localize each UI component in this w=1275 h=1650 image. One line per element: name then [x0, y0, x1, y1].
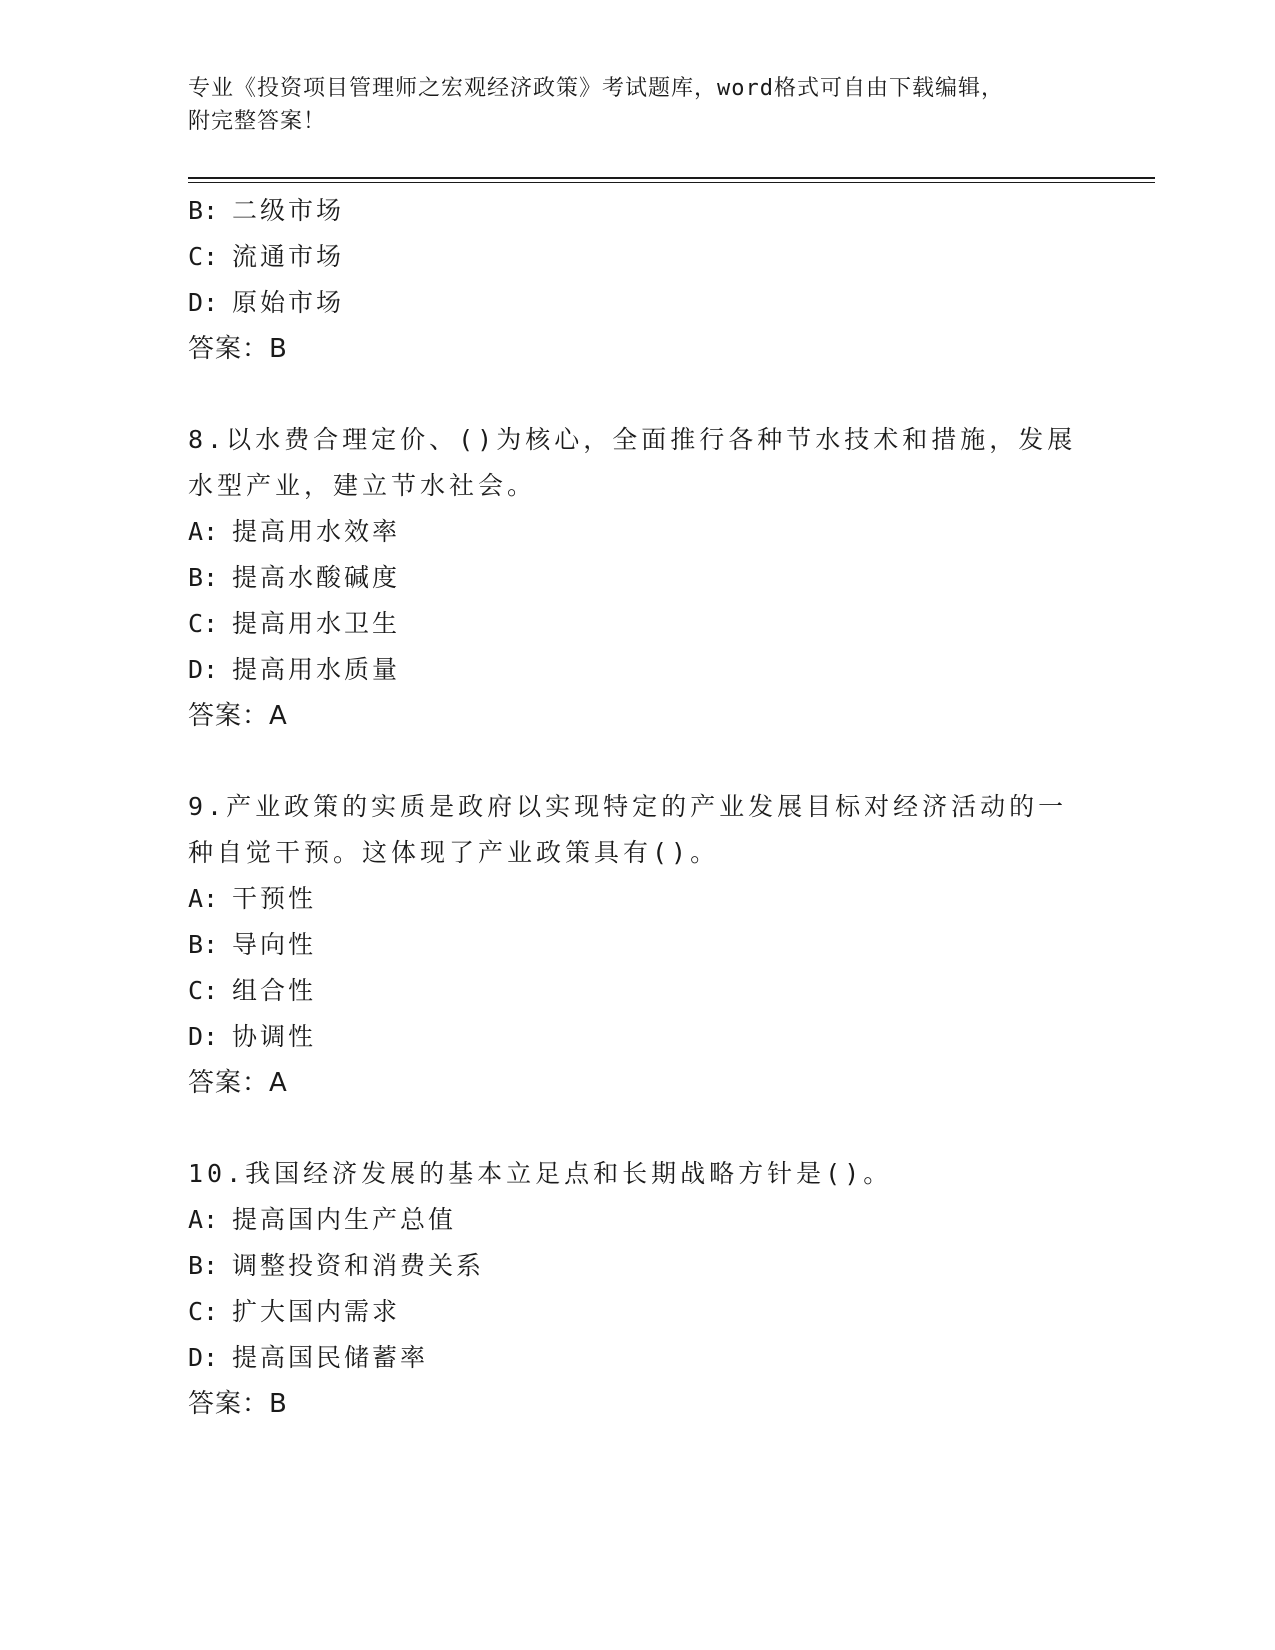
- question-spacer: [188, 1106, 1088, 1151]
- document-header: [188, 72, 1088, 138]
- question-spacer: [188, 372, 1088, 417]
- option-text: 流通市场: [232, 242, 345, 271]
- option-letter: C:: [188, 976, 219, 1005]
- question-spacer: [188, 739, 1088, 784]
- option-text: 扩大国内需求: [232, 1297, 401, 1326]
- answer-key: 答案：B: [188, 1389, 288, 1419]
- option-text: 二级市场: [232, 196, 345, 225]
- option-text: 提高用水质量: [232, 655, 401, 684]
- answer-option: [188, 876, 1088, 922]
- question-stem-line: 10.我国经济发展的基本立足点和长期战略方针是()。: [188, 1159, 893, 1188]
- answer-option: [188, 922, 1088, 968]
- option-text: 调整投资和消费关系: [232, 1251, 485, 1280]
- option-text: 提高国内生产总值: [232, 1205, 457, 1234]
- answer-option: [188, 1289, 1088, 1335]
- answer-option: [188, 968, 1088, 1014]
- question-block: [188, 784, 1088, 1106]
- answer-option: [188, 1197, 1088, 1243]
- question-block: [188, 417, 1088, 739]
- question-stem-line: 8.以水费合理定价、()为核心，全面推行各种节水技术和措施，发展: [188, 425, 1077, 454]
- option-letter: A:: [188, 1205, 219, 1234]
- option-text: 提高用水效率: [232, 517, 401, 546]
- question-stem-line: 水型产业，建立节水社会。: [188, 471, 537, 500]
- question-block: [188, 188, 1088, 372]
- answer-option: [188, 280, 1088, 326]
- header-divider-thick: [188, 177, 1155, 179]
- option-letter: B:: [188, 930, 219, 959]
- header-line-2: 附完整答案！: [188, 109, 327, 134]
- option-text: 协调性: [232, 1022, 317, 1051]
- option-letter: D:: [188, 1022, 219, 1051]
- answer-option: [188, 234, 1088, 280]
- answer-key: 答案：A: [188, 701, 288, 731]
- option-text: 提高用水卫生: [232, 609, 401, 638]
- option-text: 导向性: [232, 930, 317, 959]
- option-letter: B:: [188, 196, 219, 225]
- answer-option: [188, 647, 1088, 693]
- question-stem-line: 种自觉干预。这体现了产业政策具有()。: [188, 838, 720, 867]
- answer-option: [188, 1335, 1088, 1381]
- option-text: 干预性: [232, 884, 317, 913]
- answer-key: 答案：B: [188, 334, 288, 364]
- option-letter: B:: [188, 563, 219, 592]
- question-stem-line: 9.产业政策的实质是政府以实现特定的产业发展目标对经济活动的一: [188, 792, 1068, 821]
- question-block: [188, 1151, 1088, 1427]
- answer-option: [188, 601, 1088, 647]
- option-letter: D:: [188, 655, 219, 684]
- option-letter: A:: [188, 517, 219, 546]
- option-text: 提高国民储蓄率: [232, 1343, 429, 1372]
- question-list: [188, 188, 1088, 1427]
- answer-option: [188, 188, 1088, 234]
- answer-option: [188, 1243, 1088, 1289]
- option-letter: C:: [188, 609, 219, 638]
- option-letter: D:: [188, 1343, 219, 1372]
- header-line-1: 专业《投资项目管理师之宏观经济政策》考试题库，word格式可自由下载编辑，: [188, 76, 1004, 101]
- answer-key: 答案：A: [188, 1068, 288, 1098]
- answer-option: [188, 1014, 1088, 1060]
- option-letter: B:: [188, 1251, 219, 1280]
- option-text: 提高水酸碱度: [232, 563, 401, 592]
- option-letter: C:: [188, 1297, 219, 1326]
- answer-option: [188, 555, 1088, 601]
- option-text: 原始市场: [232, 288, 345, 317]
- header-divider-thin: [188, 182, 1155, 183]
- option-letter: A:: [188, 884, 219, 913]
- option-letter: C:: [188, 242, 219, 271]
- option-letter: D:: [188, 288, 219, 317]
- option-text: 组合性: [232, 976, 317, 1005]
- answer-option: [188, 509, 1088, 555]
